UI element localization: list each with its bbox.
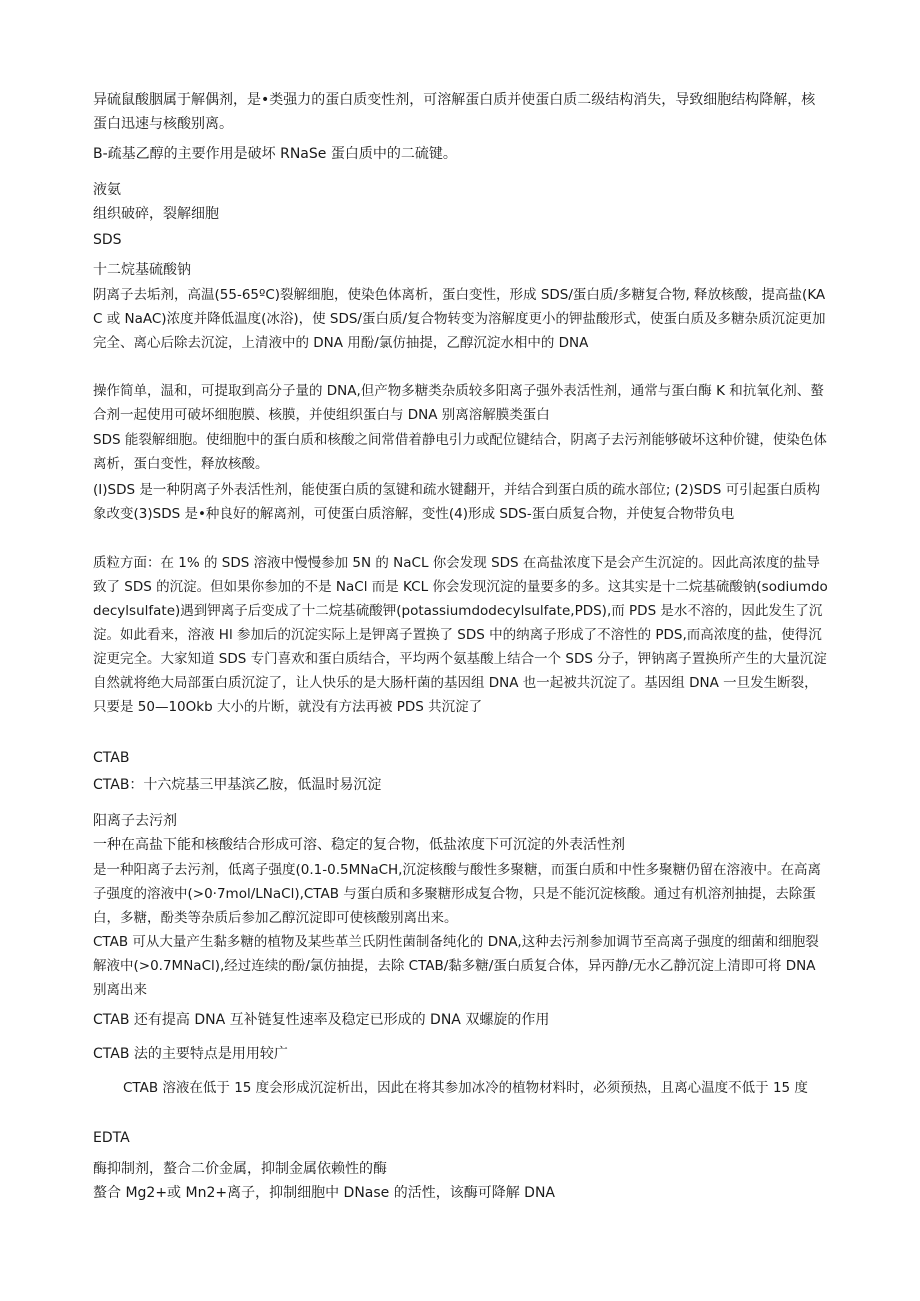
paragraph-ctab-definition: 一种在高盐下能和核酸结合形成可溶、稳定的复合物，低盐浓度下可沉淀的外表活性剂: [93, 837, 625, 853]
paragraph-sds-lysis: SDS 能裂解细胞。使细胞中的蛋白质和核酸之间常借着静电引力或配位键结合，阴离子去污剂能够破坏这种价键，使染色体离析，蛋白变性，释放核酸。: [93, 432, 827, 472]
paragraph-ctab-features: CTAB 法的主要特点是用用较广: [93, 1046, 288, 1062]
paragraph-guanidine: 异硫鼠酸胭属于解偶剂，是•类强力的蛋白质变性剂，可溶解蛋白质并使蛋白质二级结构消失，导致细胞结构降解，核蛋白迅速与核酸别离。: [93, 92, 816, 132]
paragraph-mercaptoethanol: B-疏基乙醇的主要作用是破坏 RNaSe 蛋白质中的二硫键。: [93, 146, 457, 162]
heading-edta: EDTA: [93, 1130, 130, 1146]
paragraph-ctab-type: 阳离子去污剂: [93, 813, 177, 829]
paragraph-sds-procedure: 阴离子去垢剂，高温(55-65ºC)裂解细胞，使染色体离析，蛋白变性，形成 SDS/蛋白质/多糖复合物, 释放核酸，提高盐(KAC 或 NaAC)浓度并降低温度(冰浴)，使 SDS/蛋白质/复合物转变为溶解度更小的钾盐酸形式，使蛋白质及多糖杂质沉淀更加完全、离心后除去沉淀，上清液中的 DNA 用酚/氯仿抽提，乙醇沉淀水相中的 DNA: [93, 287, 826, 351]
paragraph-ctab-temperature: CTAB 溶液在低于 15 度会形成沉淀析出，因此在将其参加冰冷的植物材料时，必须预热，且离心温度不低于 15 度: [123, 1080, 808, 1096]
paragraph-ctab-name: CTAB：十六烷基三甲基滨乙胺，低温时易沉淀: [93, 777, 382, 793]
paragraph-ctab-renaturation: CTAB 还有提高 DNA 互补链复性速率及稳定已形成的 DNA 双螺旋的作用: [93, 1012, 550, 1028]
paragraph-sds-properties: (I)SDS 是一种阴离子外表活性剂，能使蛋白质的氢键和疏水键翻开，并结合到蛋白质的疏水部位; (2)SDS 可引起蛋白质构象改变(3)SDS 是•种良好的解离剂，可使蛋白质溶解，变性(4)形成 SDS-蛋白质复合物，并使复合物带负电: [93, 482, 821, 522]
paragraph-sds-name: 十二烷基硫酸钠: [93, 262, 191, 278]
paragraph-ctab-mechanism: 是一种阳离子去污剂，低离子强度(0.1-0.5MNaCH,沉淀核酸与酸性多聚糖，而蛋白质和中性多聚糖仍留在溶液中。在高离子强度的溶液中(>0·7mol/LNaCl),CTAB 与蛋白质和多聚糖形成复合物，只是不能沉淀核酸。通过有机溶剂抽提，去除蛋白，多糖，酚类等杂质后参加乙醇沉淀即可使核酸别离出来。: [93, 862, 821, 926]
heading-sds: SDS: [93, 232, 122, 248]
paragraph-ctab-plants: CTAB 可从大量产生黏多糖的植物及某些革兰氏阴性菌制备纯化的 DNA,这种去污剂参加调节至高离子强度的细菌和细胞裂解液中(>0.7MNaCl),经过连续的酚/氯仿抽提，去除 CTAB/黏多糖/蛋白质复合体，异丙静/无水乙静沉淀上清即可将 DNA 别离出来: [93, 934, 819, 998]
paragraph-sds-features: 操作简单，温和，可提取到高分子量的 DNA,但产物多糖类杂质较多阳离子强外表活性剂，通常与蛋白酶 K 和抗氧化剂、螯合剂一起使用可破坏细胞膜、核膜，并使组织蛋白与 DNA 别离溶解膜类蛋白: [93, 383, 824, 423]
paragraph-edta-function: 酶抑制剂，螯合二价金属，抑制金属依赖性的酶: [93, 1161, 387, 1177]
paragraph-liquid-nitrogen-function: 组织破碎，裂解细胞: [93, 206, 219, 222]
heading-ctab: CTAB: [93, 750, 130, 766]
paragraph-edta-chelation: 螯合 Mg2+或 Mn2+离子，抑制细胞中 DNase 的活性，该酶可降解 DNA: [93, 1185, 556, 1201]
paragraph-plasmid: 质粒方面：在 1% 的 SDS 溶液中慢慢参加 5N 的 NaCL 你会发现 SDS 在高盐浓度下是会产生沉淀的。因此高浓度的盐导致了 SDS 的沉淀。但如果你参加的不是 NaCl 而是 KCL 你会发现沉淀的量要多的多。这其实是十二烷基硫酸钠(sodiumdodecylsulfate)遇到钾离子后变成了十二烷基硫酸钾(potassiumdodecylsulfate,PDS),而 PDS 是水不溶的，因此发生了沉淀。如此看来，溶液 Hl 参加后的沉淀实际上是钾离子置换了 SDS 中的纳离子形成了不溶性的 PDS,而高浓度的盐，使得沉淀更完全。大家知道 SDS 专门喜欢和蛋白质结合，平均两个氨基酸上结合一个 SDS 分子，钾钠离子置换所产生的大量沉淀自然就将绝大局部蛋白质沉淀了，让人快乐的是大肠杆菌的基因组 DNA 也一起被共沉淀了。基因组 DNA 一旦发生断裂，只要是 50—10Okb 大小的片断，就没有方法再被 PDS 共沉淀了: [93, 555, 828, 715]
heading-liquid-nitrogen: 液氨: [93, 182, 121, 198]
